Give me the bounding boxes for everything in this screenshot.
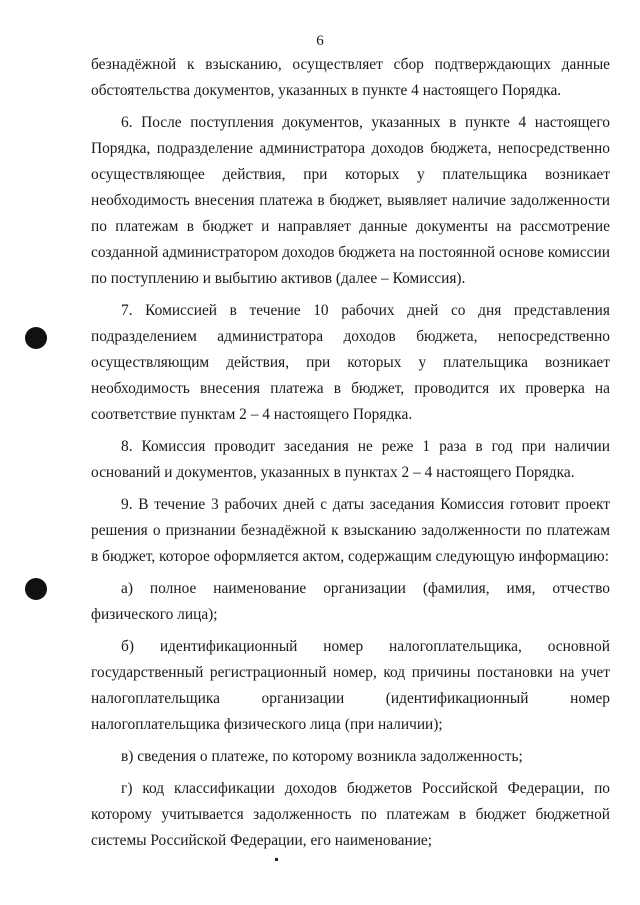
document-body bbox=[91, 52, 610, 860]
paragraph-item-7: 7. Комиссией в течение 10 рабочих дней со дня представления подразделением администратора доходов бюджета, непосредственно осуществляющим действия, при которых у плательщика возникает необходимость внесения платежа в бюджет, проводится их проверка на соответствие пунктам 2 – 4 настоящего Порядка. bbox=[91, 302, 610, 423]
subitem-g: г) код классификации доходов бюджетов Российской Федерации, по которому учитывается задолженность по платежам в бюджет бюджетной системы Российской Федерации, его наименование; bbox=[91, 780, 610, 849]
paragraph-item-8: 8. Комиссия проводит заседания не реже 1 раза в год при наличии оснований и документов, указанных в пунктах 2 – 4 настоящего Порядка. bbox=[91, 438, 610, 481]
paragraph-item-9: 9. В течение 3 рабочих дней с даты заседания Комиссия готовит проект решения о признании безнадёжной к взысканию задолженности по платежам в бюджет, которое оформляется актом, содержащим следующую информацию: bbox=[91, 496, 610, 565]
subitem-b: б) идентификационный номер налогоплательщика, основной государственный регистрационный номер, код причины постановки на учет налогоплательщика организации (идентификационный номер налогоплательщика физического лица (при наличии); bbox=[91, 638, 610, 733]
scan-speck bbox=[275, 858, 278, 861]
paragraph-continuation: безнадёжной к взысканию, осуществляет сбор подтверждающих данные обстоятельства документов, указанных в пункте 4 настоящего Порядка. bbox=[91, 56, 610, 99]
subitem-v: в) сведения о платеже, по которому возникла задолженность; bbox=[121, 748, 523, 765]
page-number: 6 bbox=[316, 33, 324, 49]
paragraph-item-6: 6. После поступления документов, указанных в пункте 4 настоящего Порядка, подразделение администратора доходов бюджета, непосредственно осуществляющее действия, при которых у плательщика возникает необходимость внесения платежа в бюджет, выявляет наличие задолженности по платежам в бюджет и направляет данные документы на рассмотрение созданной администратором доходов бюджета на постоянной основе комиссии по поступлению и выбытию активов (далее – Комиссия). bbox=[91, 114, 610, 287]
punch-hole-lower bbox=[25, 578, 47, 600]
subitem-a: а) полное наименование организации (фамилия, имя, отчество физического лица); bbox=[91, 580, 610, 623]
punch-hole-upper bbox=[25, 327, 47, 349]
